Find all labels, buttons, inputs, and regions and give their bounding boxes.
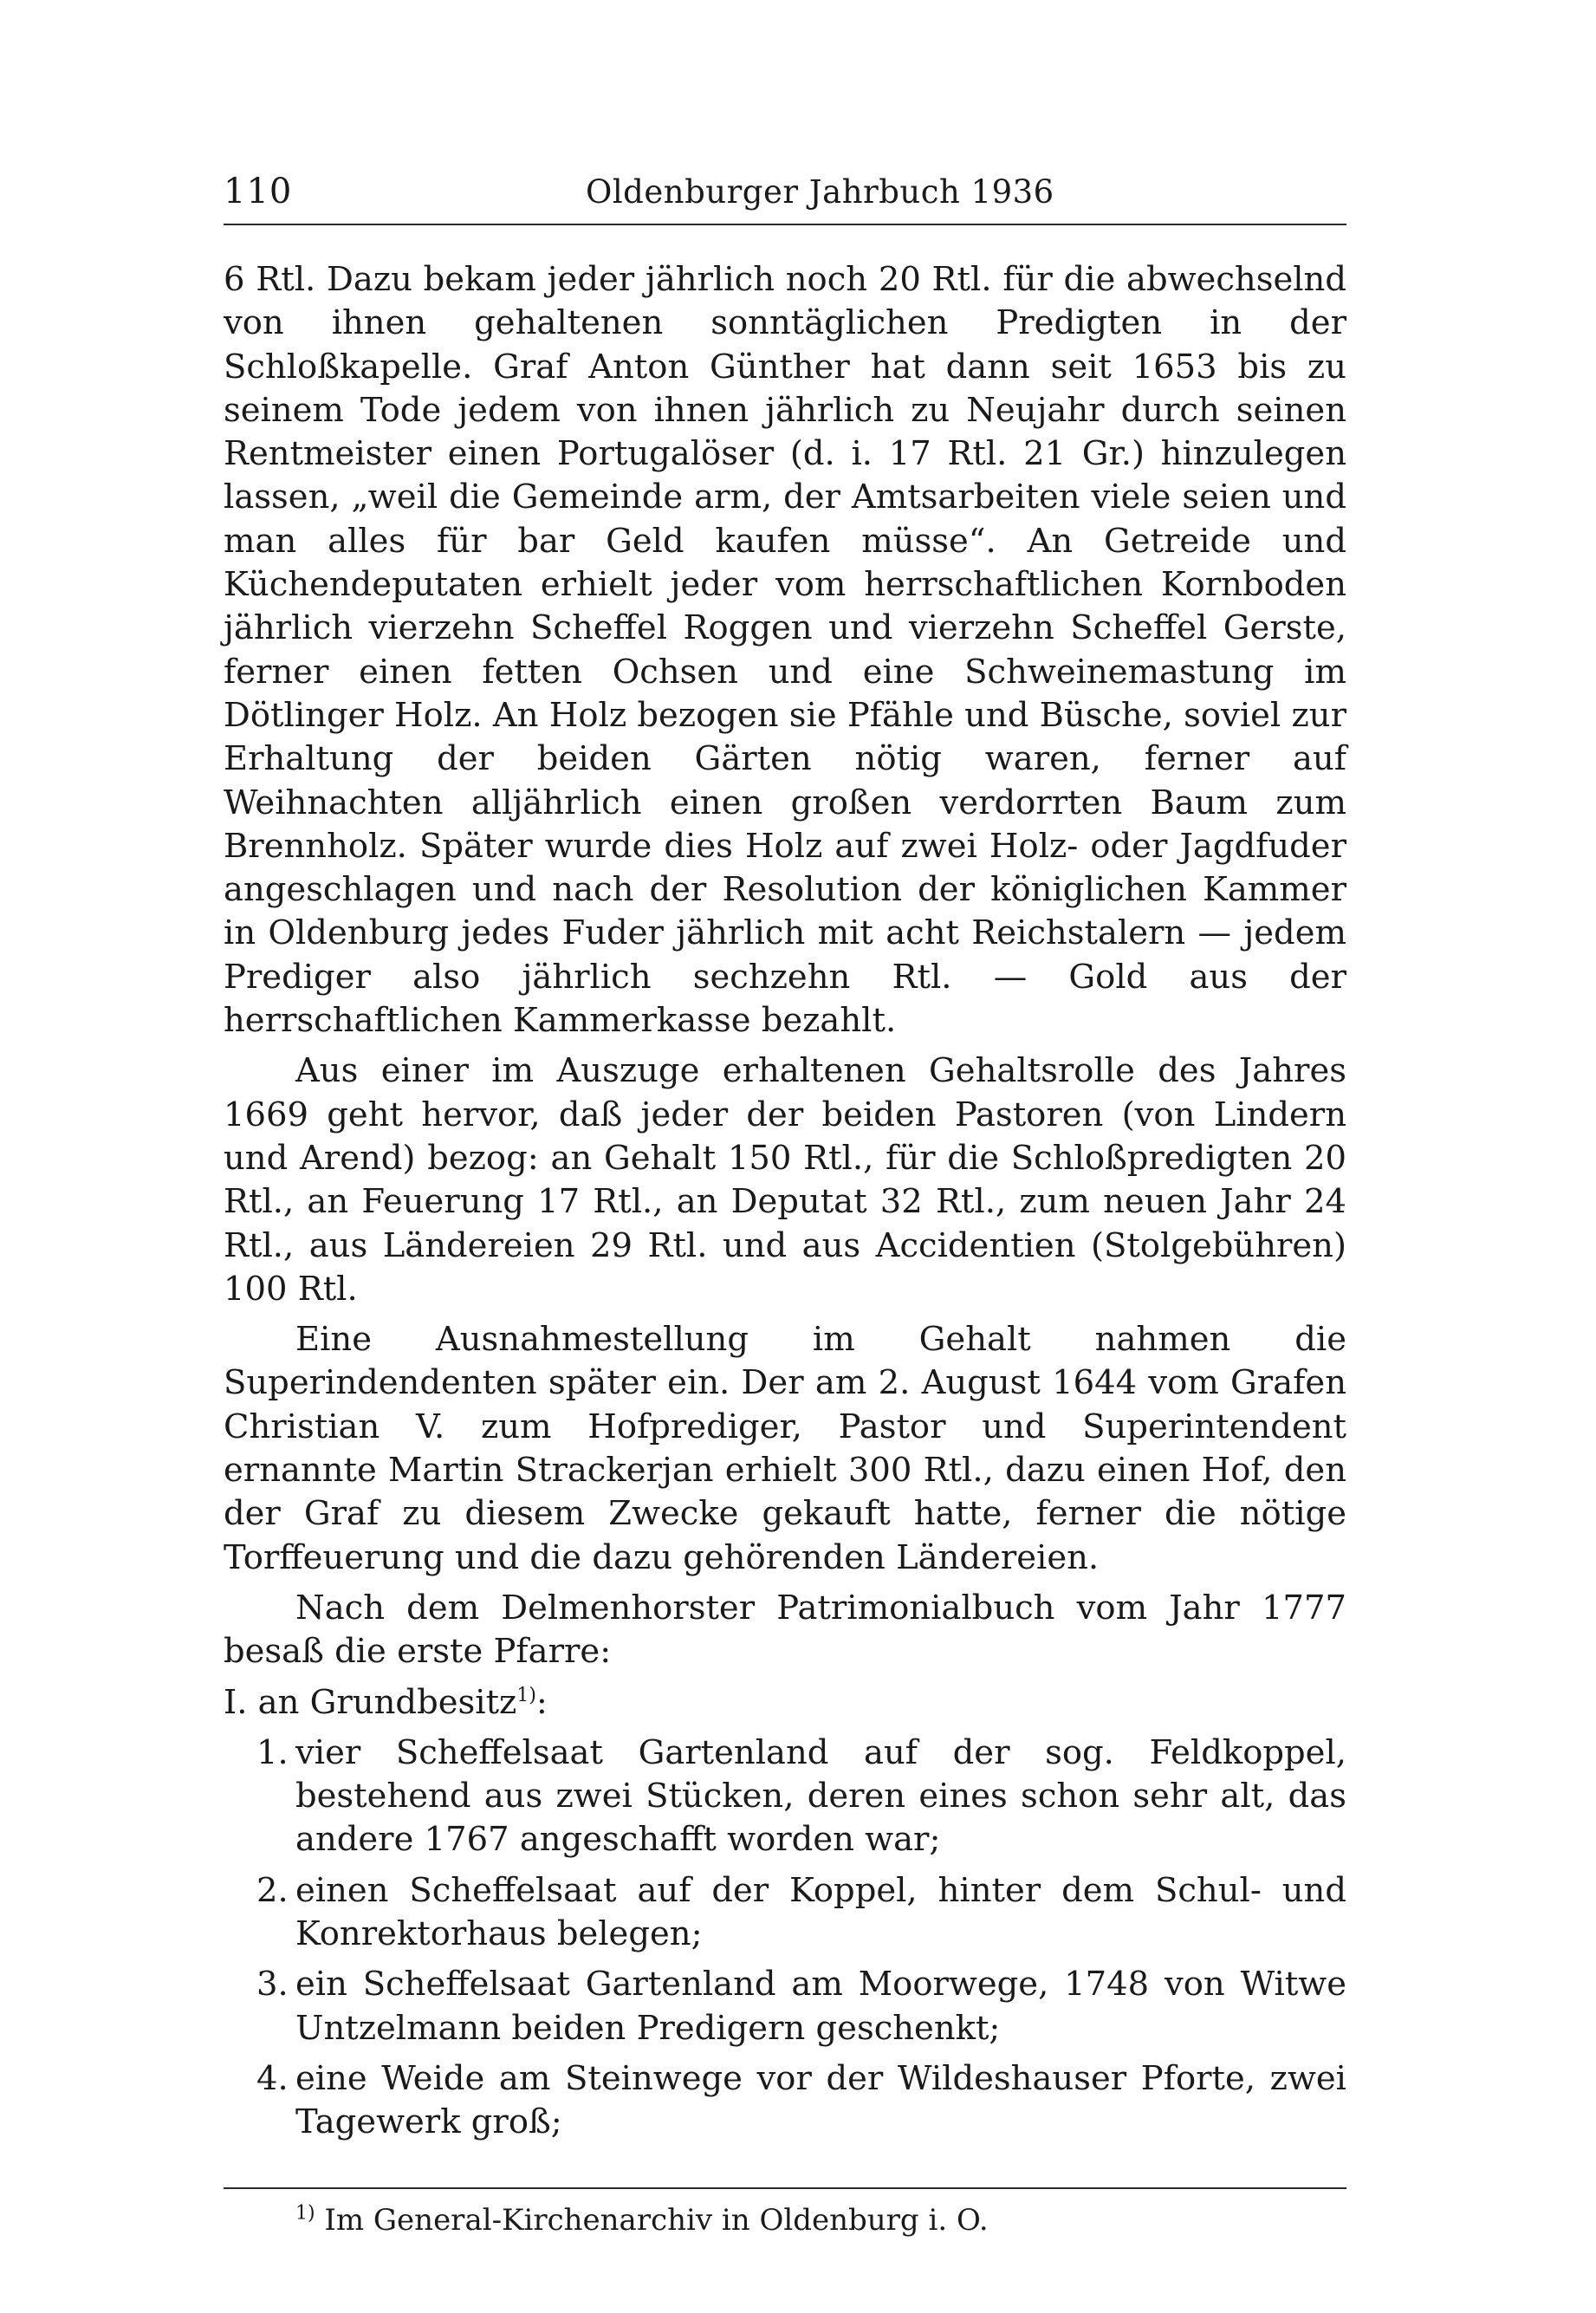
list-item — [224, 1869, 1346, 1957]
list-item — [224, 1732, 1346, 1862]
footnote-mark: 1) — [295, 2203, 315, 2225]
paragraph: Eine Ausnahmestellung im Gehalt nahmen die Superindendenten später ein. Der am 2. August 1644 vom Grafen Christian V. zum Hofprediger, Pastor und Superintendent ernannte Martin Strackerjan erhielt 300 Rtl., dazu einen Hof, den der Graf zu diesem Zwecke gekauft hatte, ferner die nötige Torffeuerung und die dazu gehörenden Ländereien. — [224, 1320, 1346, 1577]
paragraph: 6 Rtl. Dazu bekam jeder jährlich noch 20 Rtl. für die abwechselnd von ihnen gehaltenen sonntäglichen Predigten in der Schloßkapelle. Graf Anton Günther hat dann seit 1653 bis zu seinem Tode jedem von ihnen jährlich zu Neujahr durch seinen Rentmeister einen Portugalöser (d. i. 17 Rtl. 21 Gr.) hinzulegen lassen, „weil die Gemeinde arm, der Amtsarbeiten viele seien und man alles für bar Geld kaufen müsse“. An Getreide und Küchendeputaten erhielt jeder vom herrschaftlichen Kornboden jährlich vierzehn Scheffel Roggen und vierzehn Scheffel Gerste, ferner einen fetten Ochsen und eine Schweinemastung im Dötlinger Holz. An Holz bezogen sie Pfähle und Büsche, soviel zur Erhaltung der beiden Gärten nötig waren, ferner auf Weihnachten alljährlich einen großen verdorrten Baum zum Brennholz. Später wurde dies Holz auf zwei Holz- oder Jagdfuder angeschlagen und nach der Resolution der königlichen Kammer in Oldenburg jedes Fuder jährlich mit acht Reichstalern — jedem Prediger also jährlich sechzehn Rtl. — Gold aus der herrschaftlichen Kammerkasse bezahlt. — [224, 260, 1346, 1041]
page-header — [224, 172, 1346, 225]
body-text — [224, 258, 1346, 2144]
list-item-text: ein Scheffelsaat Gartenland am Moorwege, 1748 von Witwe Untzelmann beiden Predigern geschenkt; — [295, 1965, 1346, 2048]
footnote-text: Im General-Kirchenarchiv in Oldenburg i. O. — [324, 2203, 989, 2238]
page-number: 110 — [224, 172, 293, 211]
list-item — [224, 2057, 1346, 2145]
section-heading — [224, 1681, 1346, 1725]
list-item-number: 2. — [256, 1870, 289, 1910]
list-item-number: 3. — [256, 1965, 289, 2004]
section-label: I. an Grundbesitz — [224, 1682, 517, 1722]
footnote — [224, 2201, 1346, 2239]
list-item-text: einen Scheffelsaat auf der Koppel, hinter dem Schul- und Konrektorhaus belegen; — [295, 1870, 1346, 1953]
list-item-text: eine Weide am Steinwege vor der Wildeshauser Pforte, zwei Tagewerk groß; — [295, 2058, 1346, 2142]
list-item-text: vier Scheffelsaat Gartenland auf der sog. Feldkoppel, bestehend aus zwei Stücken, deren eines schon sehr alt, das andere 1767 angeschafft worden war; — [295, 1732, 1346, 1860]
paragraph: Aus einer im Auszuge erhaltenen Gehaltsrolle des Jahres 1669 geht hervor, daß jeder der beiden Pastoren (von Lindern und Arend) bezog: an Gehalt 150 Rtl., für die Schloßpredigten 20 Rtl., an Feuerung 17 Rtl., an Deputat 32 Rtl., zum neuen Jahr 24 Rtl., aus Ländereien 29 Rtl. und aus Accidentien (Stolgebühren) 100 Rtl. — [224, 1051, 1346, 1309]
footnote-divider — [224, 2187, 1346, 2189]
paragraph: Nach dem Delmenhorster Patrimonialbuch vom Jahr 1777 besaß die erste Pfarre: — [224, 1588, 1346, 1672]
footnote-reference: 1) — [516, 1684, 536, 1706]
list-item-number: 4. — [256, 2058, 289, 2098]
section-colon: : — [535, 1682, 548, 1722]
running-title: Oldenburger Jahrbuch 1936 — [586, 173, 1054, 211]
list-item — [224, 1963, 1346, 2050]
property-list — [224, 1732, 1346, 2145]
page — [224, 172, 1346, 2239]
list-item-number: 1. — [256, 1732, 289, 1772]
